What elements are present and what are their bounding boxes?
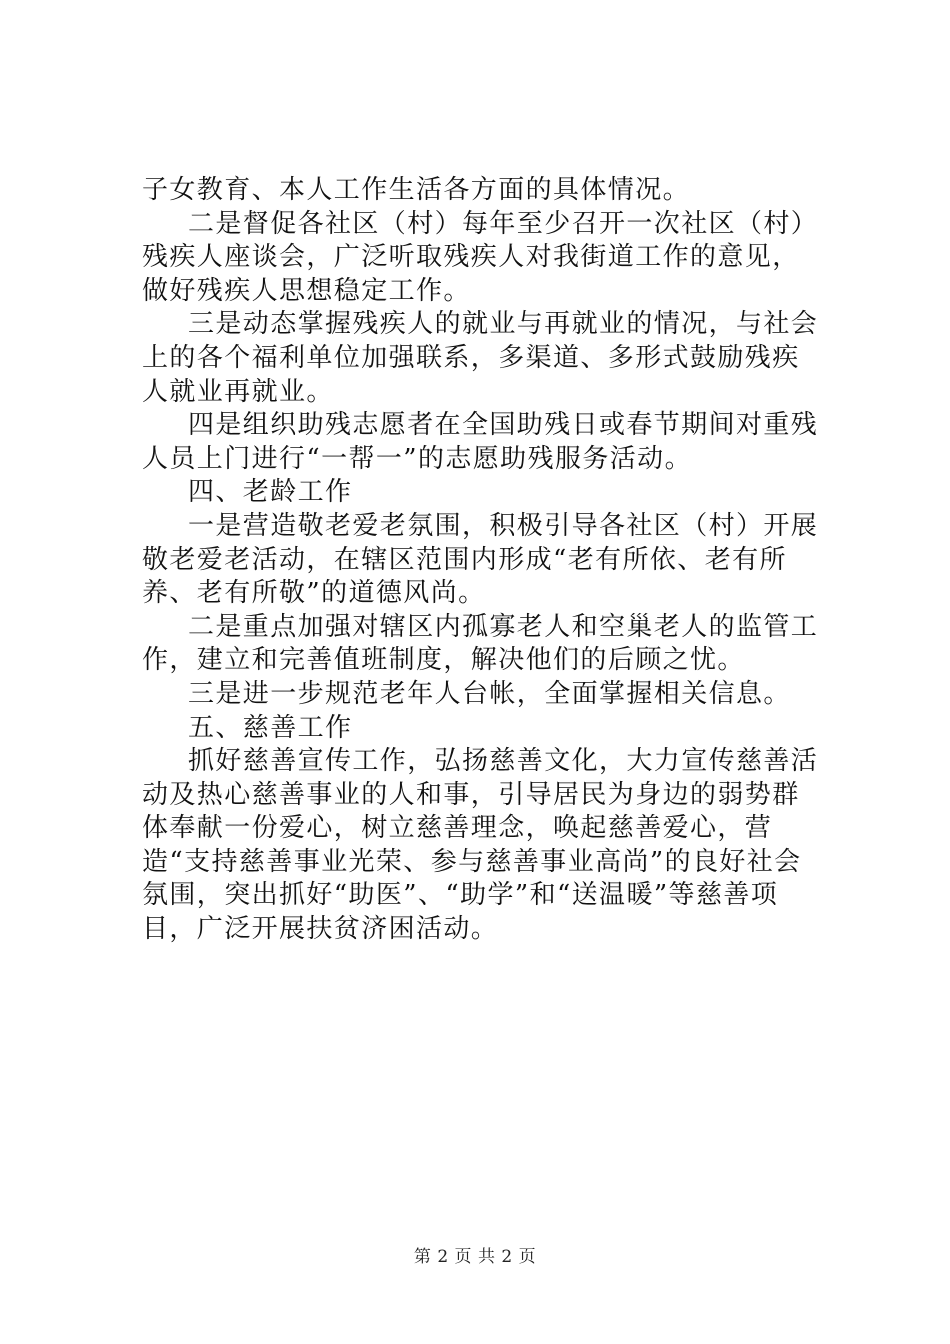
section-heading-charity: 五、慈善工作 — [188, 712, 353, 743]
paragraph-disabled-item-4: 四是组织助残志愿者在全国助残日或春节期间对重残人员上门进行“一帮一”的志愿助残服务活动。 — [142, 410, 819, 474]
document-body — [142, 174, 822, 947]
paragraph-elderly-item-2: 二是重点加强对辖区内孤寡老人和空巢老人的监管工作，建立和完善值班制度，解决他们的后顾之忧。 — [142, 611, 819, 676]
page-footer: 第 2 页 共 2 页 — [413, 1247, 537, 1267]
paragraph-continuation: 子女教育、本人工作生活各方面的具体情况。 — [142, 175, 691, 205]
paragraph-elderly-item-1: 一是营造敬老爱老氛围，积极引导各社区（村）开展敬老爱老活动，在辖区范围内形成“老有所依、老有所养、老有所敬”的道德风尚。 — [142, 510, 819, 609]
paragraph-elderly-item-3: 三是进一步规范老年人台帐，全面掌握相关信息。 — [188, 678, 791, 709]
paragraph-disabled-item-2: 二是督促各社区（村）每年至少召开一次社区（村）残疾人座谈会，广泛听取残疾人对我街道工作的意见，做好残疾人思想稳定工作。 — [142, 208, 819, 306]
section-heading-elderly: 四、老龄工作 — [188, 477, 353, 508]
paragraph-charity: 抓好慈善宣传工作，弘扬慈善文化，大力宣传慈善活动及热心慈善事业的人和事，引导居民为身边的弱势群体奉献一份爱心，树立慈善理念，唤起慈善爱心，营造“支持慈善事业光荣、参与慈善事业高尚”的良好社会氛围，突出抓好“助医”、“助学”和“送温暖”等慈善项目，广泛开展扶贫济困活动。 — [142, 746, 819, 945]
paragraph-disabled-item-3: 三是动态掌握残疾人的就业与再就业的情况，与社会上的各个福利单位加强联系，多渠道、多形式鼓励残疾人就业再就业。 — [142, 309, 819, 407]
